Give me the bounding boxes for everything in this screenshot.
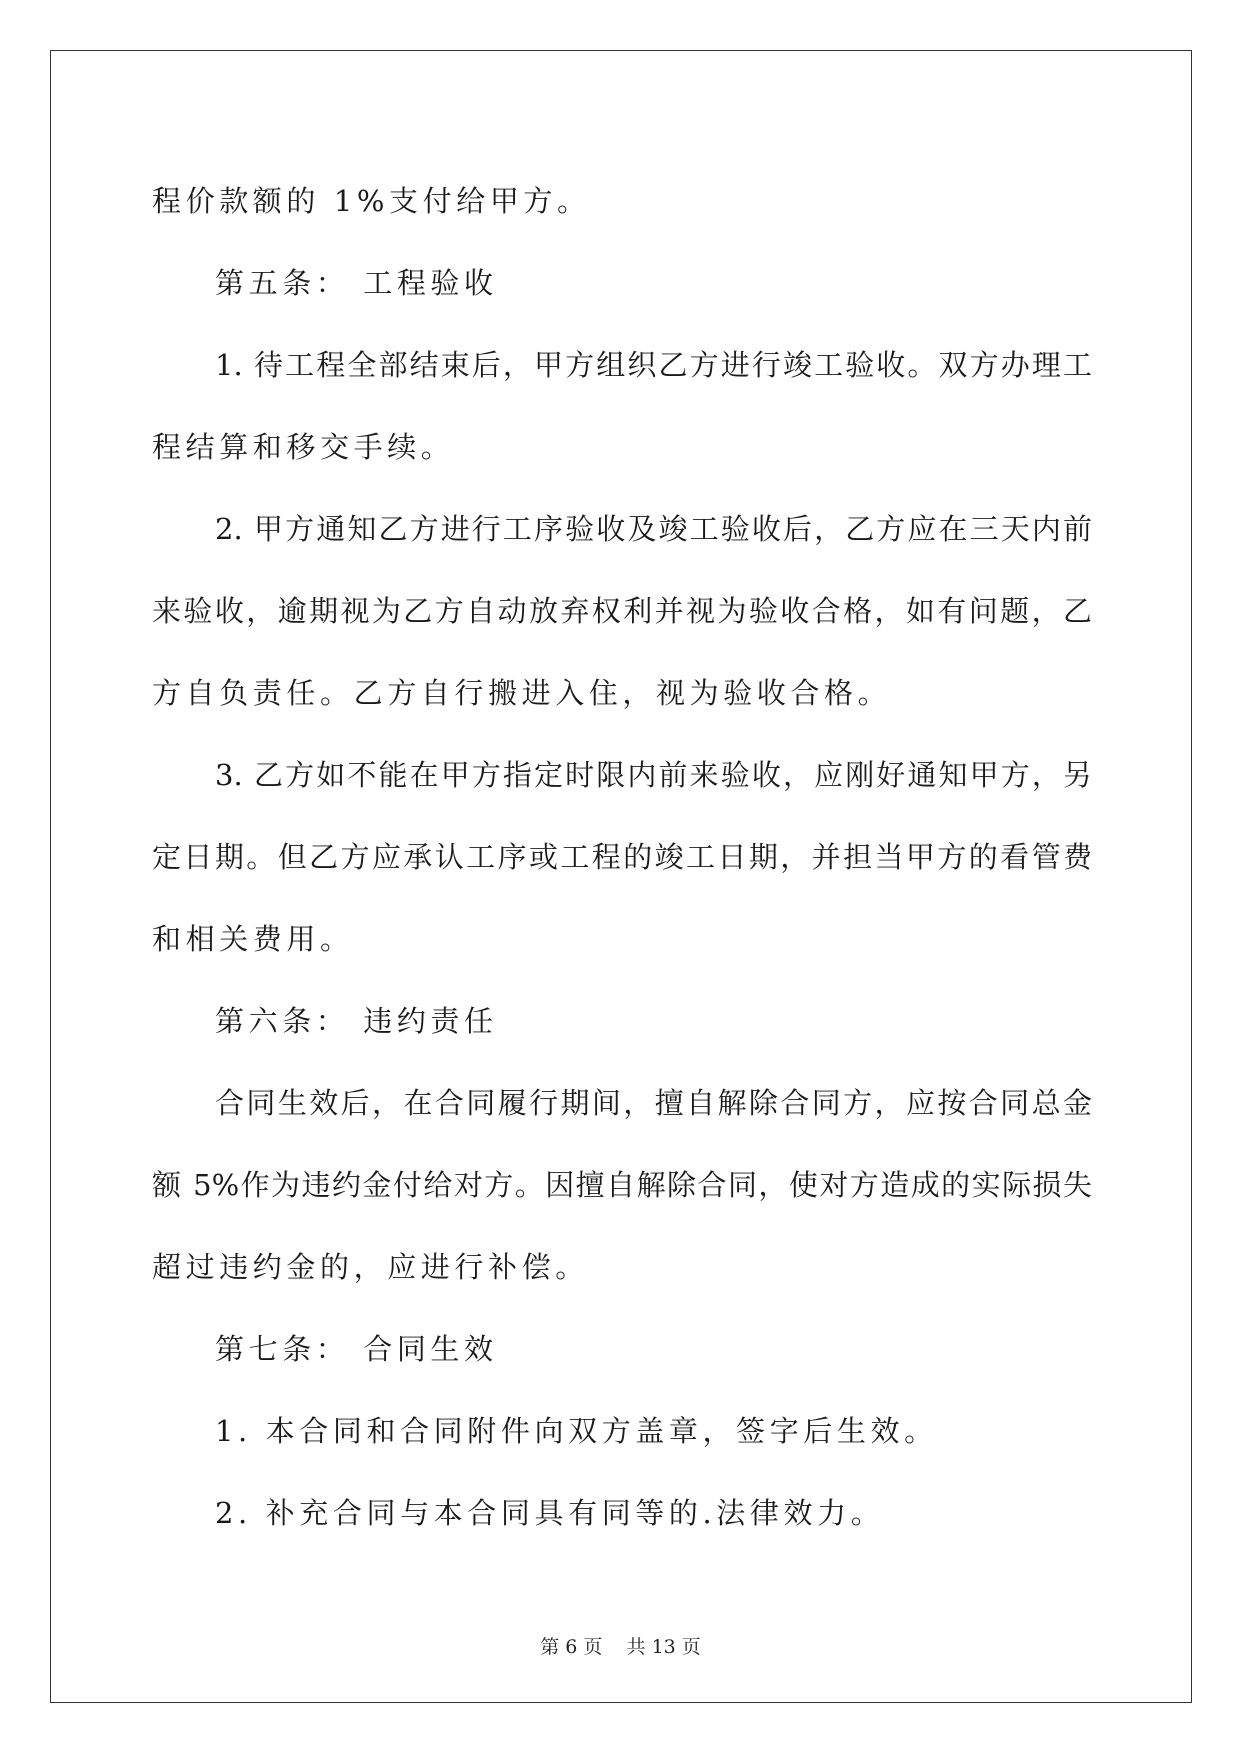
section-heading: 第六条： 违约责任 <box>215 1004 498 1038</box>
document-body <box>152 160 1092 1554</box>
paragraph-line: 3. 乙方如不能在甲方指定时限内前来验收，应刚好通知甲方，另 <box>215 758 1092 792</box>
paragraph-line: 来验收，逾期视为乙方自动放弃权利并视为验收合格，如有问题，乙 <box>152 594 1092 628</box>
paragraph-line: 2. 补充合同与本合同具有同等的.法律效力。 <box>215 1496 885 1530</box>
paragraph-line: 和相关费用。 <box>152 922 354 956</box>
page-footer <box>0 1632 1241 1659</box>
paragraph-line: 1. 待工程全部结束后，甲方组织乙方进行竣工验收。双方办理工 <box>215 348 1092 382</box>
paragraph-line: 额 5%作为违约金付给对方。因擅自解除合同，使对方造成的实际损失 <box>152 1168 1092 1202</box>
section-heading: 第七条： 合同生效 <box>215 1332 498 1366</box>
paragraph-line: 超过违约金的，应进行补偿。 <box>152 1250 589 1284</box>
section-heading: 第五条： 工程验收 <box>215 266 498 300</box>
paragraph-line: 程结算和移交手续。 <box>152 430 455 464</box>
paragraph-line: 合同生效后，在合同履行期间，擅自解除合同方，应按合同总金 <box>215 1086 1092 1120</box>
paragraph-line: 方自负责任。乙方自行搬进入住，视为验收合格。 <box>152 676 892 710</box>
paragraph-line: 程价款额的 1%支付给甲方。 <box>152 184 591 218</box>
paragraph-line: 2. 甲方通知乙方进行工序验收及竣工验收后，乙方应在三天内前 <box>215 512 1092 546</box>
page-number: 第 6 页 共 13 页 <box>540 1636 701 1658</box>
paragraph-line: 定日期。但乙方应承认工序或工程的竣工日期，并担当甲方的看管费 <box>152 840 1092 874</box>
paragraph-line: 1. 本合同和合同附件向双方盖章，签字后生效。 <box>215 1414 938 1448</box>
